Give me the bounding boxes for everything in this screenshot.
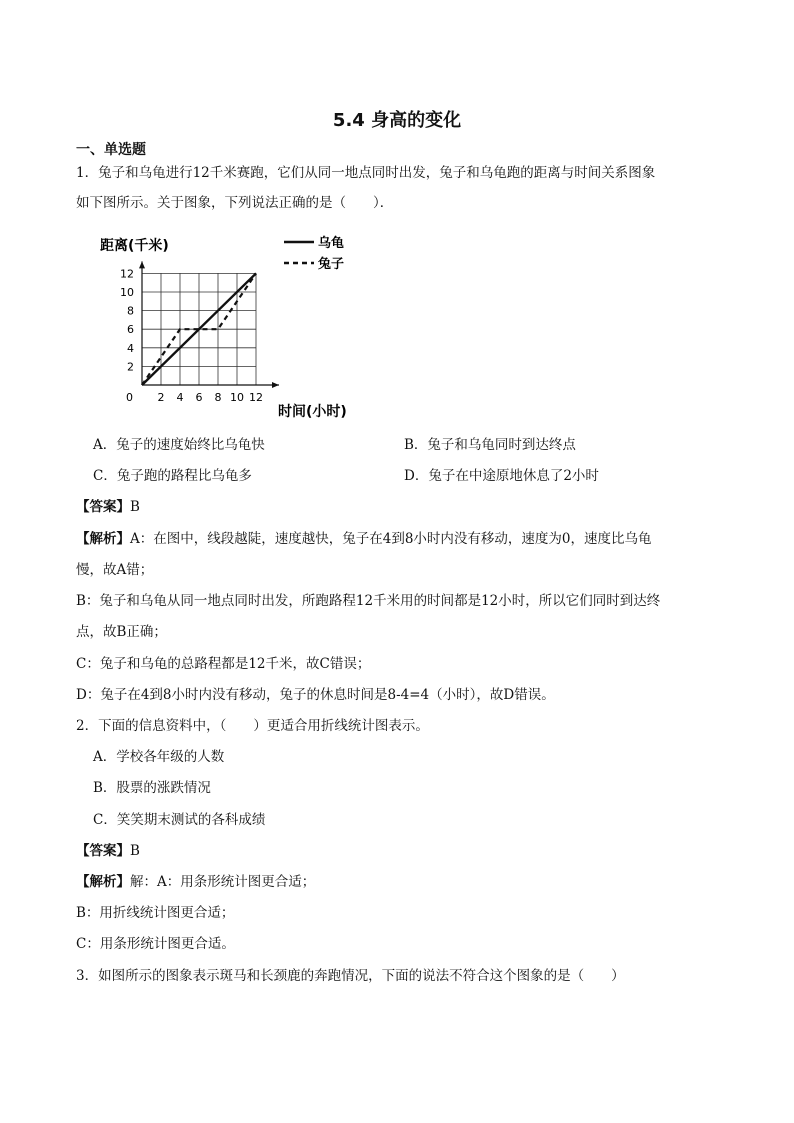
y-tick-label: 10: [120, 286, 134, 299]
y-tick-label: 8: [127, 304, 134, 318]
y-tick-label: 2: [127, 360, 134, 374]
q3-stem: 3．如图所示的图象表示斑马和长颈鹿的奔跑情况，下面的说法不符合这个图象的是（ ）: [76, 968, 625, 984]
legend-label: 兔子: [318, 257, 345, 272]
q2-answer: [76, 841, 140, 861]
answer-value: B: [130, 843, 140, 859]
q1-analysis-line1: [76, 529, 652, 549]
analysis-text: 解：A：用条形统计图更合适；: [130, 874, 316, 890]
q1-answer: [76, 497, 140, 517]
q1-stem-line2: 如下图所示。关于图象，下列说法正确的是（ ）．: [76, 195, 394, 211]
q1-option-b: B．兔子和乌龟同时到达终点: [404, 437, 576, 453]
answer-value: B: [130, 499, 140, 515]
q1-option-a: A．兔子的速度始终比乌龟快: [93, 437, 265, 453]
analysis-label: 【解析】: [76, 531, 130, 547]
x-tick-label: 12: [249, 391, 263, 404]
q1-analysis-line2: 慢，故A错；: [76, 562, 154, 578]
chart-legend: [284, 235, 344, 272]
x-tick-label: 10: [230, 391, 244, 404]
legend-label: 乌龟: [318, 236, 345, 251]
q1-analysis-line4: 点，故B正确；: [76, 624, 167, 640]
y-axis-label: 距离(千米): [100, 238, 169, 254]
q2-analysis-line2: B：用折线统计图更合适；: [76, 905, 235, 921]
q2-stem: 2．下面的信息资料中，（ ）更适合用折线统计图表示。: [76, 718, 429, 734]
q2-option-a: A．学校各年级的人数: [93, 749, 225, 765]
q2-analysis-line3: C：用条形统计图更合适。: [76, 936, 235, 952]
y-tick-label: 6: [127, 323, 134, 337]
q1-analysis-line3: B：兔子和乌龟从同一地点同时出发，所跑路程12千米用的时间都是12小时，所以它们同时到达终: [76, 593, 661, 609]
x-axis-arrow: [272, 382, 279, 388]
q1-stem-line1: 1．兔子和乌龟进行12千米赛跑，它们从同一地点同时出发，兔子和乌龟跑的距离与时间关系图象: [76, 165, 656, 181]
q2-analysis-line1: [76, 872, 315, 892]
x-axis-label: 时间(小时): [278, 404, 347, 420]
x-tick-label: 2: [157, 391, 165, 404]
section-heading: 一、单选题: [76, 142, 146, 158]
q1-option-d: D．兔子在中途原地休息了2小时: [404, 468, 599, 484]
x-tick-label: 4: [176, 391, 184, 404]
y-tick-label: 12: [120, 267, 134, 281]
q2-option-c: C．笑笑期末测试的各科成绩: [93, 812, 266, 828]
analysis-label: 【解析】: [76, 874, 130, 890]
origin-label: 0: [126, 391, 133, 404]
answer-label: 【答案】: [76, 499, 130, 515]
y-tick-label: 4: [127, 341, 134, 355]
x-tick-label: 8: [214, 391, 222, 404]
distance-time-chart: [92, 230, 372, 420]
q1-option-c: C．兔子跑的路程比乌龟多: [93, 468, 252, 484]
analysis-text: A：在图中，线段越陡，速度越快，兔子在4到8小时内没有移动，速度为0，速度比乌龟: [130, 531, 652, 547]
q1-analysis-line5: C：兔子和乌龟的总路程都是12千米，故C错误；: [76, 656, 371, 672]
q2-option-b: B．股票的涨跌情况: [93, 780, 211, 796]
q1-analysis-line6: D：兔子在4到8小时内没有移动，兔子的休息时间是8-4=4（小时），故D错误。: [76, 687, 555, 703]
x-tick-label: 6: [195, 391, 203, 404]
y-axis-arrow: [139, 261, 145, 268]
answer-label: 【答案】: [76, 843, 130, 859]
page-title: 5.4 身高的变化: [332, 110, 462, 131]
